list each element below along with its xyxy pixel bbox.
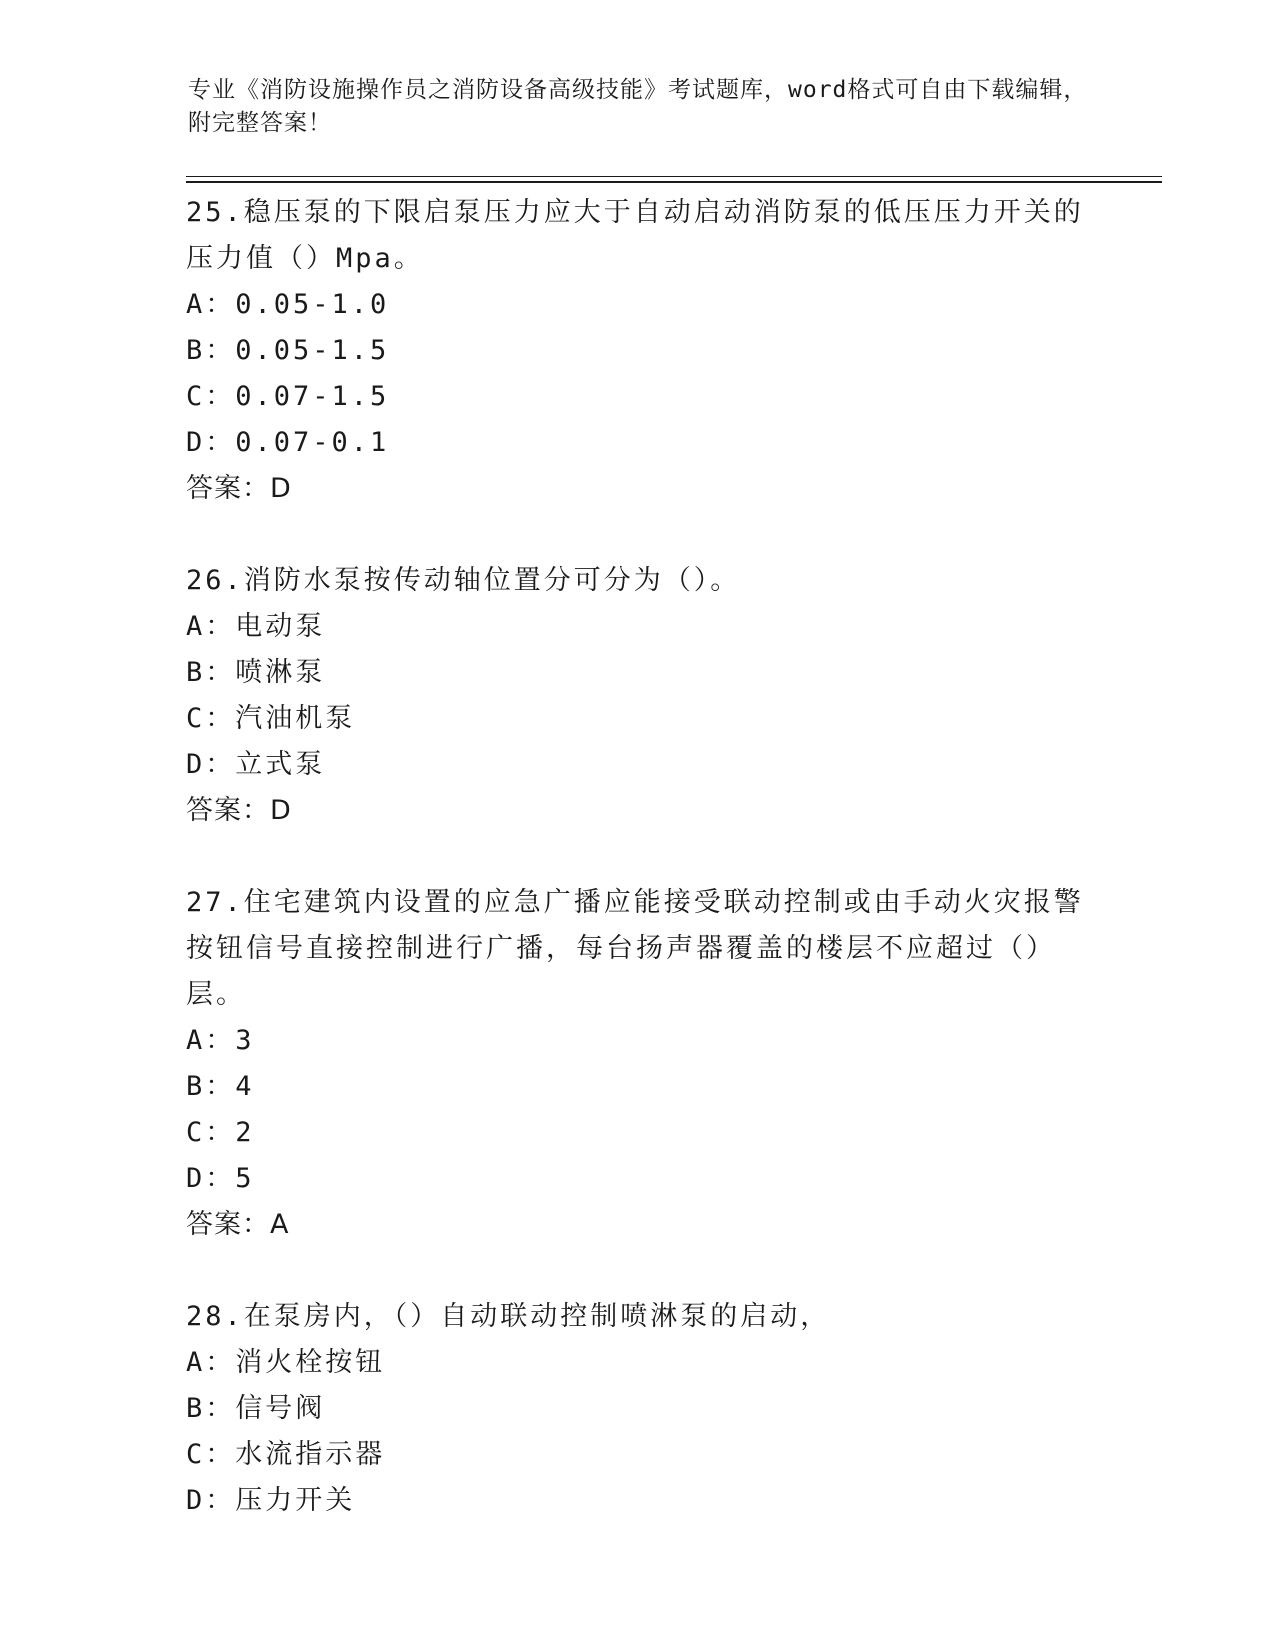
question-list bbox=[186, 190, 1086, 1524]
option-c: C：汽油机泵 bbox=[186, 703, 356, 734]
header-divider-thick bbox=[186, 181, 1162, 183]
question-stem: 27.住宅建筑内设置的应急广播应能接受联动控制或由手动火灾报警按钮信号直接控制进行广播，每台扬声器覆盖的楼层不应超过（）层。 bbox=[186, 887, 1084, 1010]
option-c: C：水流指示器 bbox=[186, 1439, 386, 1470]
spacer bbox=[186, 1248, 1086, 1294]
option-d: D：立式泵 bbox=[186, 749, 326, 780]
option-a: A：消火栓按钮 bbox=[186, 1347, 386, 1378]
option-b: B：4 bbox=[186, 1071, 255, 1102]
option-d: D：0.07-0.1 bbox=[186, 427, 390, 458]
option-d: D：压力开关 bbox=[186, 1485, 356, 1516]
question-26 bbox=[186, 558, 1086, 834]
option-d: D：5 bbox=[186, 1163, 255, 1194]
option-a: A：0.05-1.0 bbox=[186, 289, 390, 320]
answer-line: 答案：A bbox=[186, 1209, 290, 1240]
option-a: A：3 bbox=[186, 1025, 255, 1056]
question-25 bbox=[186, 190, 1086, 512]
answer-line: 答案：D bbox=[186, 795, 292, 826]
question-28 bbox=[186, 1294, 1086, 1524]
option-b: B：喷淋泵 bbox=[186, 657, 326, 688]
spacer bbox=[186, 834, 1086, 880]
spacer bbox=[186, 512, 1086, 558]
answer-line: 答案：D bbox=[186, 473, 292, 504]
question-stem: 25.稳压泵的下限启泵压力应大于自动启动消防泵的低压压力开关的压力值（）Mpa。 bbox=[186, 197, 1084, 274]
option-a: A：电动泵 bbox=[186, 611, 326, 642]
document-header: 专业《消防设施操作员之消防设备高级技能》考试题库，word格式可自由下载编辑，附完整答案！ bbox=[188, 77, 1088, 136]
option-b: B：信号阀 bbox=[186, 1393, 326, 1424]
question-stem: 26.消防水泵按传动轴位置分可分为（）。 bbox=[186, 565, 741, 596]
option-c: C：0.07-1.5 bbox=[186, 381, 390, 412]
question-stem: 28.在泵房内，（）自动联动控制喷淋泵的启动， bbox=[186, 1301, 831, 1332]
option-b: B：0.05-1.5 bbox=[186, 335, 390, 366]
option-c: C：2 bbox=[186, 1117, 255, 1148]
header-divider-thin bbox=[186, 176, 1162, 177]
question-27 bbox=[186, 880, 1086, 1248]
